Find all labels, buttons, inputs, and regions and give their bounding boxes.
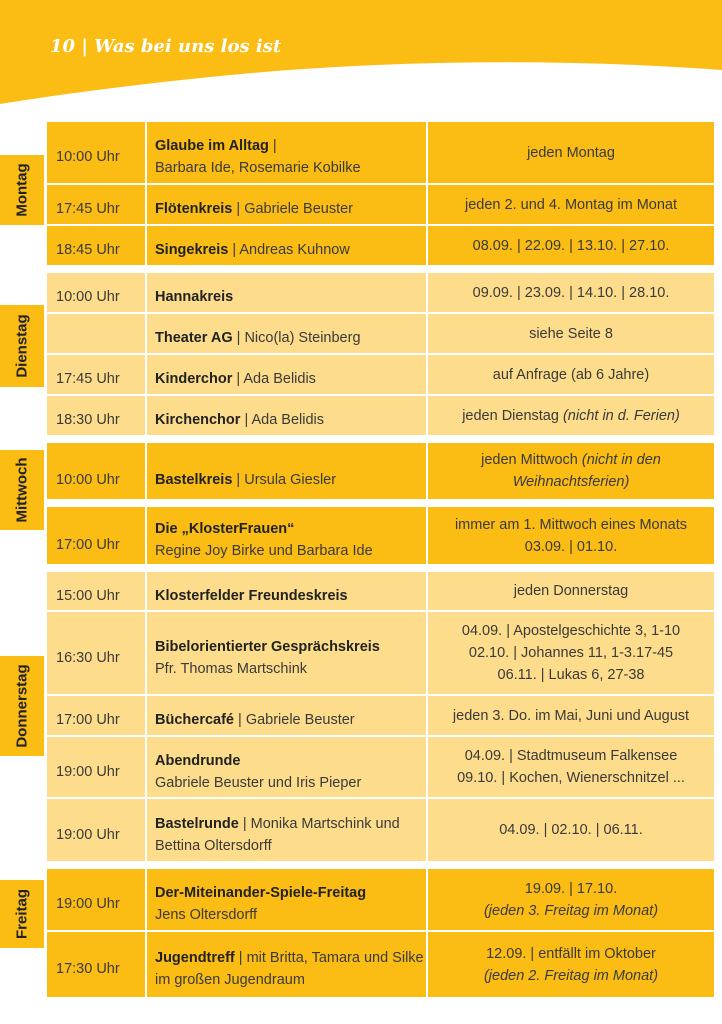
day-tab-freitag xyxy=(0,880,44,948)
schedule-row xyxy=(46,506,715,565)
info-cell: auf Anfrage (ab 6 Jahre) xyxy=(427,354,715,395)
separator: | xyxy=(240,412,252,428)
separator: | xyxy=(233,712,246,728)
schedule-row xyxy=(46,931,715,998)
info-note: (nicht in d. Ferien) xyxy=(562,407,680,424)
info-cell xyxy=(427,736,715,798)
schedule-row xyxy=(46,442,715,500)
page-header xyxy=(0,0,722,110)
info-cell xyxy=(427,442,715,500)
event-people: Gabriele Beuster xyxy=(245,712,355,728)
event-people: Ursula Giesler xyxy=(244,472,337,488)
info-cell: jeden 3. Do. im Mai, Juni und August xyxy=(427,695,715,736)
day-tab-dienstag xyxy=(0,305,44,387)
event-title: Klosterfelder Freundeskreis xyxy=(155,587,348,604)
event-people: Ada Belidis xyxy=(251,412,324,428)
info-text-2: 02.10. | Johannes 11, 1-3.17-45 xyxy=(468,645,674,661)
event-people: Gabriele Beuster xyxy=(244,201,353,217)
info-cell: 08.09. | 22.09. | 13.10. | 27.10. xyxy=(427,225,715,266)
schedule-row xyxy=(46,611,715,695)
time-cell: 18:45 Uhr xyxy=(46,225,146,266)
event-people: Nico(la) Steinberg xyxy=(244,330,361,346)
event-people: Gabriele Beuster und Iris Pieper xyxy=(155,774,362,791)
info-text: 19.09. | 17.10. xyxy=(524,880,618,897)
day-tab-donnerstag xyxy=(0,656,44,756)
event-people: Barbara Ide, Rosemarie Kobilke xyxy=(155,160,361,176)
info-note: (jeden 2. Freitag im Monat) xyxy=(483,967,659,984)
time-cell xyxy=(46,313,146,354)
event-cell xyxy=(146,354,427,395)
info-text-3: 06.11. | Lukas 6, 27-38 xyxy=(497,667,645,683)
time-cell: 19:00 Uhr xyxy=(46,868,146,931)
page-number: 10 xyxy=(50,36,76,57)
time-cell: 16:30 Uhr xyxy=(46,611,146,695)
schedule-row xyxy=(46,184,715,225)
event-title: Jugendtreff xyxy=(155,950,235,966)
day-label: Dienstag xyxy=(13,314,31,378)
event-title: Bastelkreis xyxy=(155,472,233,488)
event-cell xyxy=(146,798,427,862)
info-cell: jeden 2. und 4. Montag im Monat xyxy=(427,184,715,225)
event-cell xyxy=(146,506,427,565)
info-cell xyxy=(427,611,715,695)
info-dates: 03.09. | 01.10. xyxy=(524,538,618,555)
time-cell: 19:00 Uhr xyxy=(46,736,146,798)
info-text: 04.09. | Apostelgeschichte 3, 1-10 xyxy=(461,623,681,639)
schedule-row xyxy=(46,272,715,313)
separator: | xyxy=(232,201,245,217)
heading-divider: | xyxy=(81,36,95,57)
day-label: Donnerstag xyxy=(13,664,31,748)
time-cell: 10:00 Uhr xyxy=(46,121,146,184)
event-cell xyxy=(146,272,427,313)
event-cell xyxy=(146,395,427,436)
event-cell xyxy=(146,313,427,354)
event-title: Glaube im Alltag xyxy=(155,138,269,154)
day-tab-mittwoch xyxy=(0,450,44,530)
schedule-row xyxy=(46,354,715,395)
event-cell xyxy=(146,611,427,695)
event-people: Ada Belidis xyxy=(243,371,316,387)
page-heading xyxy=(50,36,281,57)
separator: | xyxy=(268,138,277,154)
separator: | xyxy=(232,371,244,387)
time-cell: 17:30 Uhr xyxy=(46,931,146,998)
event-people: Andreas Kuhnow xyxy=(239,242,350,258)
schedule-row xyxy=(46,121,715,184)
separator: | xyxy=(228,242,240,258)
event-title: Kinderchor xyxy=(155,371,233,387)
separator: | xyxy=(238,815,251,832)
event-title: Die „KlosterFrauen“ xyxy=(155,521,295,537)
event-cell xyxy=(146,571,427,611)
info-cell: 04.09. | 02.10. | 06.11. xyxy=(427,798,715,862)
info-text: 04.09. | Stadtmuseum Falkensee xyxy=(464,748,678,764)
event-title: Kirchenchor xyxy=(155,412,241,428)
separator: | xyxy=(232,330,245,346)
day-tab-montag xyxy=(0,155,44,225)
schedule-row xyxy=(46,395,715,436)
time-cell: 19:00 Uhr xyxy=(46,798,146,862)
time-cell: 17:45 Uhr xyxy=(46,184,146,225)
event-people: Regine Joy Birke und Barbara Ide xyxy=(155,543,373,559)
event-title: Bibelorientierter Gesprächskreis xyxy=(155,638,380,655)
info-text: jeden Dienstag xyxy=(462,407,563,424)
schedule-row xyxy=(46,736,715,798)
schedule-row xyxy=(46,225,715,266)
time-cell: 17:00 Uhr xyxy=(46,506,146,565)
info-cell: 09.09. | 23.09. | 14.10. | 28.10. xyxy=(427,272,715,313)
day-label: Mittwoch xyxy=(13,457,31,523)
event-cell xyxy=(146,225,427,266)
event-title: Der-Miteinander-Spiele-Freitag xyxy=(155,885,367,901)
day-label: Montag xyxy=(13,163,31,217)
separator: | xyxy=(232,472,245,488)
info-cell: siehe Seite 8 xyxy=(427,313,715,354)
schedule-row xyxy=(46,798,715,862)
schedule-row xyxy=(46,313,715,354)
info-note: (nicht in den Weihnachtsferien) xyxy=(512,452,661,490)
event-title: Abendrunde xyxy=(155,752,241,769)
info-cell xyxy=(427,868,715,931)
event-title: Singekreis xyxy=(155,242,229,258)
event-title: Hannakreis xyxy=(155,289,234,305)
separator: | xyxy=(234,950,247,966)
schedule-row xyxy=(46,571,715,611)
event-people: Monika Martschink und Bettina Oltersdorff xyxy=(155,815,400,854)
time-cell: 17:45 Uhr xyxy=(46,354,146,395)
event-cell xyxy=(146,121,427,184)
event-cell xyxy=(146,868,427,931)
event-cell xyxy=(146,184,427,225)
event-people: mit Britta, Tamara und Silke im großen Jugendraum xyxy=(155,950,424,988)
event-people: Jens Oltersdorff xyxy=(155,907,258,923)
event-title: Theater AG xyxy=(155,330,233,346)
info-cell xyxy=(427,395,715,436)
info-text-2: 09.10. | Kochen, Wienerschnitzel ... xyxy=(457,770,685,786)
time-cell: 10:00 Uhr xyxy=(46,272,146,313)
day-label: Freitag xyxy=(13,888,31,940)
schedule-table xyxy=(45,120,716,999)
event-title: Bastelrunde xyxy=(155,815,239,832)
schedule-row xyxy=(46,868,715,931)
event-cell xyxy=(146,736,427,798)
time-cell: 18:30 Uhr xyxy=(46,395,146,436)
info-cell xyxy=(427,506,715,565)
event-cell xyxy=(146,931,427,998)
event-title: Flötenkreis xyxy=(155,201,233,217)
info-cell: jeden Montag xyxy=(427,121,715,184)
info-cell xyxy=(427,931,715,998)
info-text: immer am 1. Mittwoch eines Monats xyxy=(454,516,688,533)
event-cell xyxy=(146,442,427,500)
time-cell: 15:00 Uhr xyxy=(46,571,146,611)
event-people: Pfr. Thomas Martschink xyxy=(155,660,308,677)
info-text: jeden Mittwoch xyxy=(481,452,582,468)
event-title: Büchercafé xyxy=(155,712,234,728)
time-cell: 10:00 Uhr xyxy=(46,442,146,500)
schedule-row xyxy=(46,695,715,736)
page-title: Was bei uns los ist xyxy=(94,36,282,57)
event-cell xyxy=(146,695,427,736)
info-cell: jeden Donnerstag xyxy=(427,571,715,611)
time-cell: 17:00 Uhr xyxy=(46,695,146,736)
info-note: (jeden 3. Freitag im Monat) xyxy=(483,902,659,919)
info-text: 12.09. | entfällt im Oktober xyxy=(486,945,656,962)
